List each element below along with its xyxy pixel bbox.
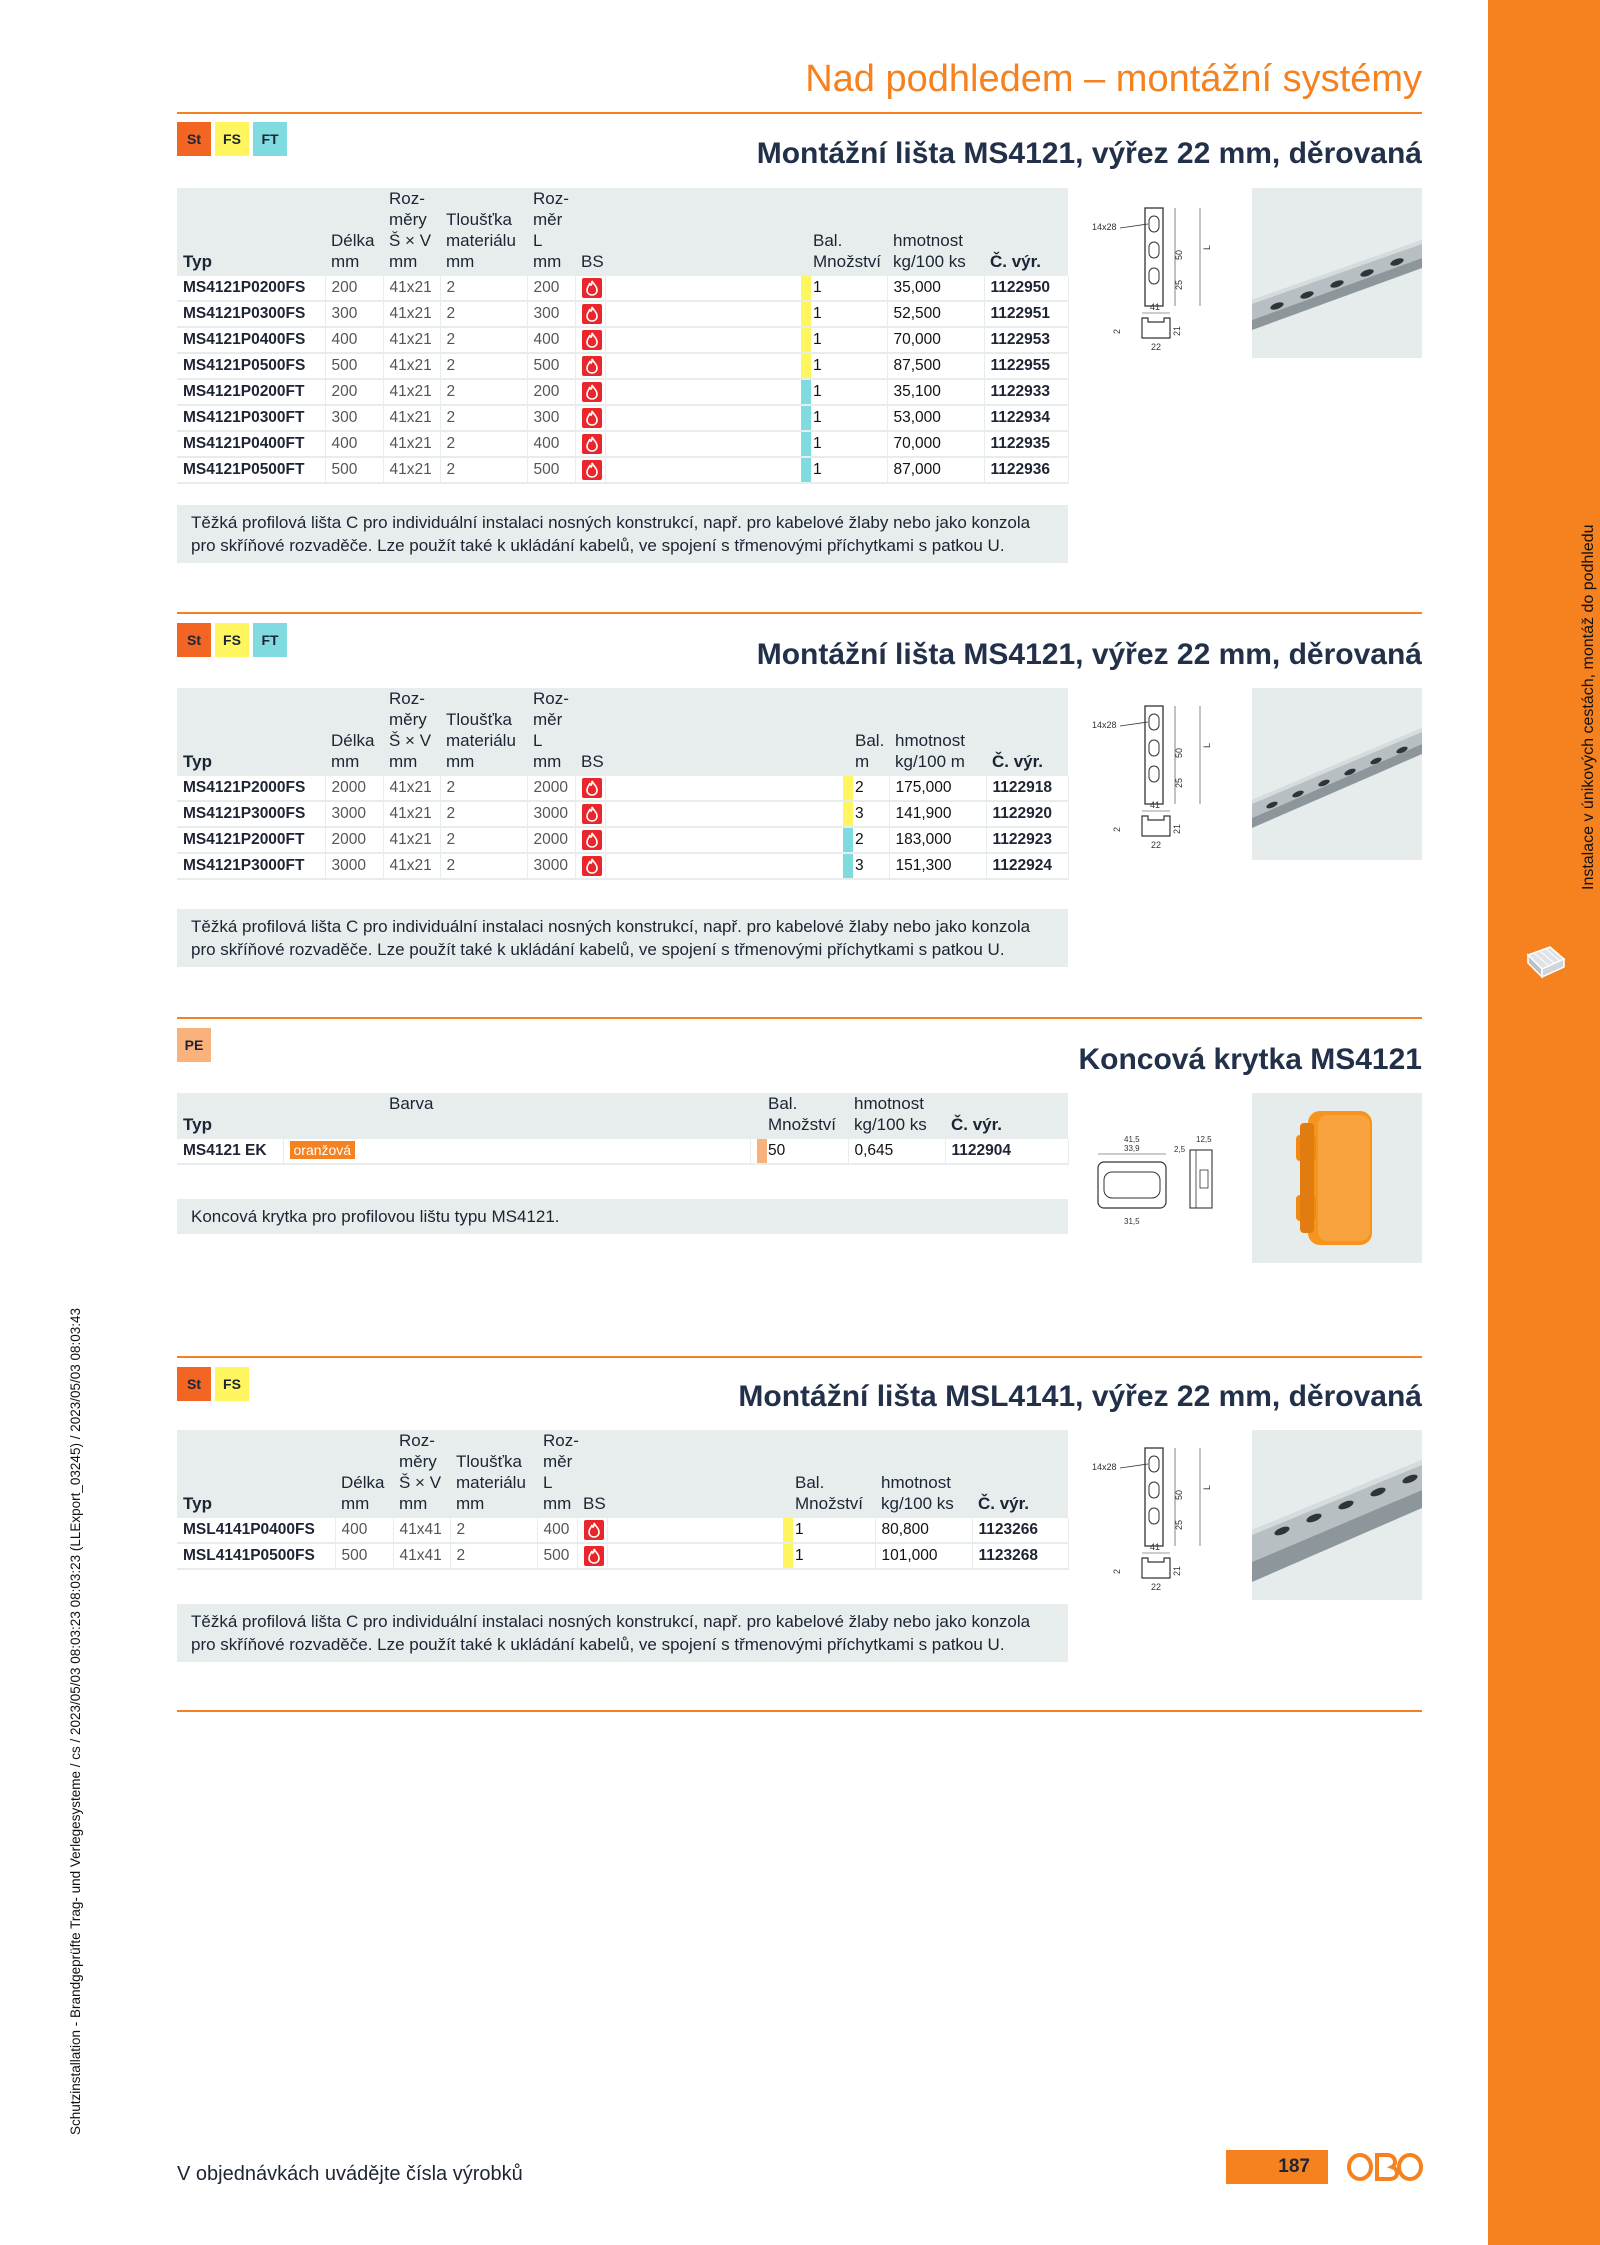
- col-cislo: Č. výr.: [978, 1494, 1030, 1513]
- product-table: [177, 688, 1068, 880]
- pe-strip: [757, 1139, 767, 1163]
- technical-drawing: [1090, 698, 1230, 863]
- fs-strip: [801, 328, 811, 352]
- ft-strip: [801, 432, 811, 456]
- export-note: Schutzinstallation - Brandgeprüfte Trag- und Verlegesysteme / cs / 2023/05/03 08:03:23 08:03:23 (LLExport_03245) / 2023/05/03 08:03:43: [68, 1307, 83, 2135]
- col-typ: Typ: [183, 752, 212, 771]
- badge-st: St: [177, 122, 211, 156]
- col-rozmery: Roz- měry Š × V mm: [389, 189, 432, 271]
- badge-st: St: [177, 1367, 211, 1401]
- fs-strip: [783, 1518, 793, 1542]
- svg-text:50: 50: [1174, 249, 1184, 260]
- svg-text:2: 2: [1112, 1568, 1122, 1574]
- svg-text:21: 21: [1172, 325, 1182, 336]
- badge-fs: FS: [215, 623, 249, 657]
- fire-icon: [582, 434, 602, 454]
- section-title: Montážní lišta MS4121, výřez 22 mm, děrovaná: [756, 137, 1422, 170]
- col-hmotnost: hmotnost kg/100 m: [895, 731, 965, 771]
- section-title: Koncová krytka MS4121: [1078, 1043, 1422, 1076]
- svg-text:2,5: 2,5: [1174, 1145, 1186, 1154]
- table-row: MS4121P3000FS 3000 41x21 2 3000 3 141,900 1122920: [177, 801, 1068, 827]
- svg-text:25: 25: [1174, 1519, 1184, 1530]
- svg-text:41: 41: [1150, 800, 1161, 810]
- col-delka: Délka mm: [341, 1473, 385, 1513]
- col-bs: BS: [583, 1494, 606, 1513]
- col-delka: Délka mm: [331, 731, 375, 771]
- svg-text:L: L: [1202, 742, 1212, 748]
- svg-text:41: 41: [1150, 302, 1161, 312]
- svg-text:22: 22: [1151, 342, 1162, 352]
- ft-strip: [801, 380, 811, 404]
- svg-text:41,5: 41,5: [1124, 1135, 1140, 1144]
- col-bal: Bal. Množství: [768, 1094, 837, 1134]
- technical-drawing: [1090, 200, 1230, 365]
- product-photo: [1252, 188, 1422, 358]
- svg-text:33,9: 33,9: [1124, 1144, 1140, 1153]
- sidebar-text: Instalace v únikových cestách, montáž do podhledu: [1580, 524, 1597, 890]
- table-row: MS4121 EK oranžová 50 0,645 1122904: [177, 1139, 1068, 1164]
- page-title: Nad podhledem – montážní systémy: [805, 58, 1422, 100]
- divider: [177, 612, 1422, 614]
- table-row: MS4121P0400FT 400 41x21 2 400 1 70,000 1122935: [177, 431, 1068, 457]
- col-tloustka: Tloušťka materiálu mm: [446, 210, 516, 271]
- fire-icon: [582, 830, 602, 850]
- table-row: MSL4141P0400FS 400 41x41 2 400 1 80,800 1123266: [177, 1518, 1068, 1543]
- material-badges: [177, 122, 287, 156]
- svg-text:50: 50: [1174, 747, 1184, 758]
- col-rozmer: Roz- měr L mm: [533, 689, 569, 771]
- col-bal: Bal. Množství: [795, 1473, 864, 1513]
- svg-text:41: 41: [1150, 1542, 1161, 1552]
- material-badges: [177, 1367, 249, 1401]
- product-table: [177, 188, 1068, 484]
- svg-text:22: 22: [1151, 840, 1162, 850]
- product-description: Těžká profilová lišta C pro individuální instalaci nosných konstrukcí, např. pro kabelové žlaby nebo jako konzola pro skříňové rozvaděče. Lze použít také k ukládání kabelů, ve spojení s třmenovými příchytkami s patkou U.: [177, 1604, 1068, 1662]
- fs-strip: [801, 302, 811, 326]
- svg-text:25: 25: [1174, 279, 1184, 290]
- col-bs: BS: [581, 252, 604, 271]
- fire-icon: [582, 408, 602, 428]
- fs-strip: [843, 802, 853, 826]
- table-row: MS4121P0300FS 300 41x21 2 300 1 52,500 1122951: [177, 301, 1068, 327]
- badge-st: St: [177, 623, 211, 657]
- fire-icon: [582, 804, 602, 824]
- fire-icon: [582, 278, 602, 298]
- product-photo: [1252, 1093, 1422, 1263]
- table-row: MS4121P0500FT 500 41x21 2 500 1 87,000 1122936: [177, 457, 1068, 483]
- svg-text:L: L: [1202, 1484, 1212, 1490]
- product-description: Těžká profilová lišta C pro individuální instalaci nosných konstrukcí, např. pro kabelové žlaby nebo jako konzola pro skříňové rozvaděče. Lze použít také k ukládání kabelů, ve spojení s třmenovými příchytkami s patkou U.: [177, 505, 1068, 563]
- badge-fs: FS: [215, 1367, 249, 1401]
- col-cislo: Č. výr.: [951, 1115, 1003, 1134]
- col-cislo: Č. výr.: [992, 752, 1044, 771]
- table-row: MS4121P0300FT 300 41x21 2 300 1 53,000 1122934: [177, 405, 1068, 431]
- ft-strip: [843, 828, 853, 852]
- svg-text:14x28: 14x28: [1092, 222, 1117, 232]
- svg-text:L: L: [1202, 244, 1212, 250]
- fire-icon: [582, 856, 602, 876]
- badge-ft: FT: [253, 122, 287, 156]
- fire-icon: [582, 460, 602, 480]
- technical-drawing: [1090, 1132, 1220, 1237]
- divider: [177, 112, 1422, 114]
- svg-text:12,5: 12,5: [1196, 1135, 1212, 1144]
- technical-drawing: [1090, 1440, 1230, 1605]
- svg-text:21: 21: [1172, 823, 1182, 834]
- divider: [177, 1356, 1422, 1358]
- fire-icon: [582, 304, 602, 324]
- table-row: MS4121P0200FT 200 41x21 2 200 1 35,100 1122933: [177, 379, 1068, 405]
- product-photo: [1252, 688, 1422, 860]
- ft-strip: [801, 458, 811, 482]
- table-row: MS4121P0500FS 500 41x21 2 500 1 87,500 1122955: [177, 353, 1068, 379]
- col-delka: Délka mm: [331, 231, 375, 271]
- col-hmotnost: hmotnost kg/100 ks: [881, 1473, 954, 1513]
- col-barva: Barva: [389, 1094, 434, 1113]
- product-photo: [1252, 1430, 1422, 1600]
- svg-text:14x28: 14x28: [1092, 720, 1117, 730]
- fire-icon: [582, 356, 602, 376]
- fire-icon: [584, 1520, 604, 1540]
- table-row: MS4121P3000FT 3000 41x21 2 3000 3 151,300 1122924: [177, 853, 1068, 879]
- product-table: [177, 1093, 1068, 1165]
- col-bs: BS: [581, 752, 604, 771]
- svg-text:2: 2: [1112, 826, 1122, 832]
- table-row: MS4121P2000FS 2000 41x21 2 2000 2 175,000 1122918: [177, 776, 1068, 801]
- svg-text:21: 21: [1172, 1565, 1182, 1576]
- col-rozmer: Roz- měr L mm: [543, 1431, 579, 1513]
- col-bal: Bal. m: [855, 731, 885, 771]
- footer-note: V objednávkách uvádějte čísla výrobků: [177, 2163, 523, 2185]
- color-chip: oranžová: [290, 1141, 356, 1159]
- fire-icon: [582, 330, 602, 350]
- divider: [177, 1710, 1422, 1712]
- divider: [177, 1017, 1422, 1019]
- badge-pe: PE: [177, 1028, 211, 1062]
- cable-tray-icon: [1524, 945, 1568, 986]
- fs-strip: [801, 354, 811, 378]
- page-number: 187: [1226, 2150, 1328, 2184]
- section-title: Montážní lišta MS4121, výřez 22 mm, děrovaná: [756, 638, 1422, 671]
- sidebar: [1488, 0, 1600, 2245]
- fs-strip: [843, 776, 853, 800]
- section-title: Montážní lišta MSL4141, výřez 22 mm, děrovaná: [738, 1380, 1422, 1413]
- fire-icon: [582, 382, 602, 402]
- col-typ: Typ: [183, 1494, 212, 1513]
- col-rozmery: Roz- měry Š × V mm: [399, 1431, 442, 1513]
- fire-icon: [582, 778, 602, 798]
- svg-text:25: 25: [1174, 777, 1184, 788]
- col-cislo: Č. výr.: [990, 252, 1042, 271]
- material-badges: [177, 623, 287, 657]
- obo-logo: [1346, 2151, 1424, 2188]
- col-rozmer: Roz- měr L mm: [533, 189, 569, 271]
- product-description: Těžká profilová lišta C pro individuální instalaci nosných konstrukcí, např. pro kabelové žlaby nebo jako konzola pro skříňové rozvaděče. Lze použít také k ukládání kabelů, ve spojení s třmenovými příchytkami s patkou U.: [177, 909, 1068, 967]
- svg-text:2: 2: [1112, 328, 1122, 334]
- col-typ: Typ: [183, 252, 212, 271]
- svg-text:14x28: 14x28: [1092, 1462, 1117, 1472]
- col-hmotnost: hmotnost kg/100 ks: [893, 231, 966, 271]
- svg-text:22: 22: [1151, 1582, 1162, 1592]
- fs-strip: [783, 1544, 793, 1568]
- fire-icon: [584, 1546, 604, 1566]
- col-hmotnost: hmotnost kg/100 ks: [854, 1094, 927, 1134]
- col-bal: Bal. Množství: [813, 231, 882, 271]
- col-typ: Typ: [183, 1115, 212, 1134]
- svg-text:50: 50: [1174, 1489, 1184, 1500]
- svg-text:31,5: 31,5: [1124, 1217, 1140, 1226]
- ft-strip: [843, 854, 853, 878]
- table-row: MSL4141P0500FS 500 41x41 2 500 1 101,000 1123268: [177, 1543, 1068, 1569]
- fs-strip: [801, 276, 811, 300]
- badge-ft: FT: [253, 623, 287, 657]
- product-table: [177, 1430, 1068, 1570]
- col-tloustka: Tloušťka materiálu mm: [456, 1452, 526, 1513]
- table-row: MS4121P0400FS 400 41x21 2 400 1 70,000 1122953: [177, 327, 1068, 353]
- col-rozmery: Roz- měry Š × V mm: [389, 689, 432, 771]
- table-row: MS4121P2000FT 2000 41x21 2 2000 2 183,000 1122923: [177, 827, 1068, 853]
- ft-strip: [801, 406, 811, 430]
- product-description: Koncová krytka pro profilovou lištu typu MS4121.: [177, 1199, 1068, 1234]
- table-row: MS4121P0200FS 200 41x21 2 200 1 35,000 1122950: [177, 276, 1068, 301]
- material-badges: [177, 1028, 211, 1062]
- col-tloustka: Tloušťka materiálu mm: [446, 710, 516, 771]
- badge-fs: FS: [215, 122, 249, 156]
